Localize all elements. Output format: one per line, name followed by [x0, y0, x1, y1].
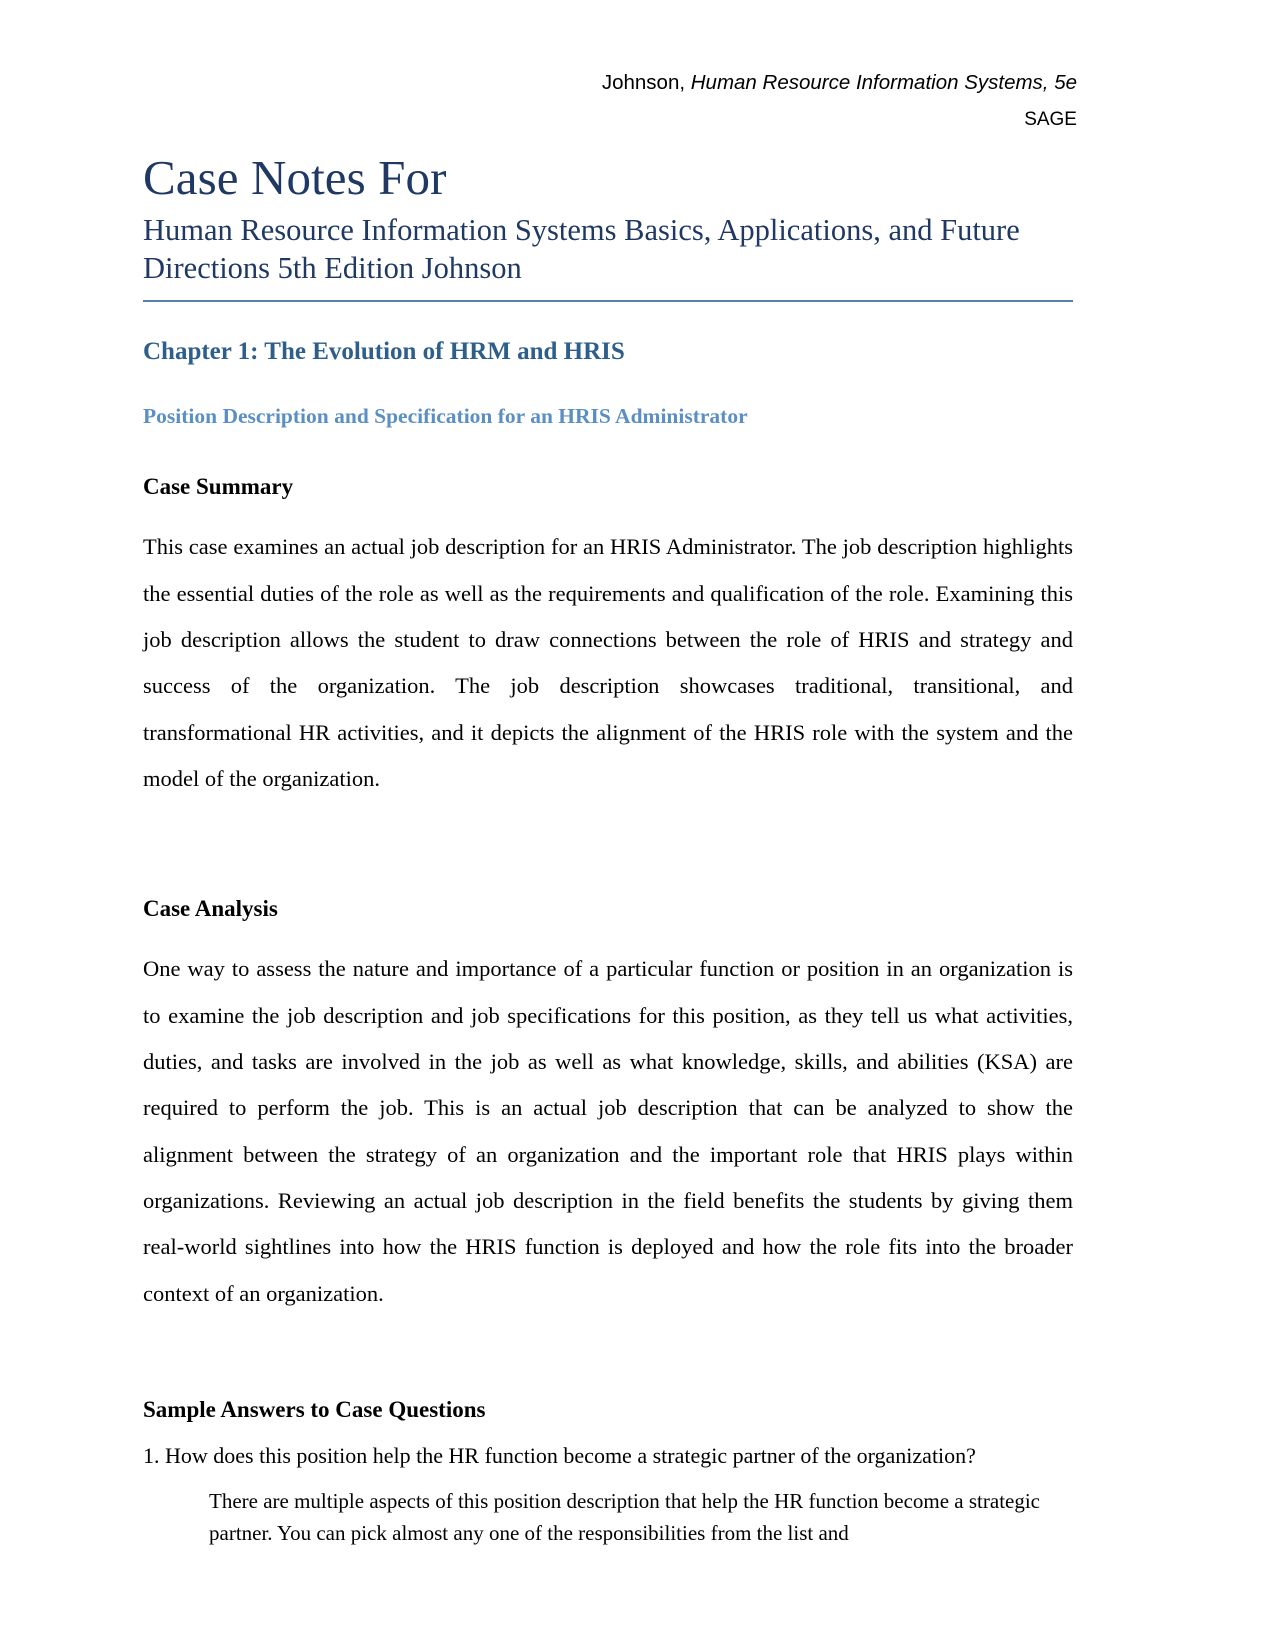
running-header — [143, 68, 1077, 133]
case-analysis-heading: Case Analysis — [143, 896, 278, 922]
case-question-1: 1. How does this position help the HR function become a strategic partner of the organization? — [143, 1442, 976, 1468]
title-block — [143, 152, 1073, 302]
case-answer-1: There are multiple aspects of this position description that help the HR function become a strategic partner. You can pick almost any one of the responsibilities from the list and — [209, 1488, 1041, 1545]
running-header-citation — [143, 68, 1077, 98]
case-analysis-paragraph: One way to assess the nature and importance of a particular function or position in an organization is to examine the job description and job specifications for this position, as they tell us what activities, duties, and tasks are involved in the job as well as what knowledge, skills, and abilities (KSA) are required to perform the job. This is an actual job description that can be analyzed to show the alignment between the strategy of an organization and the important role that HRIS plays within organizations. Reviewing an actual job description in the field benefits the students by giving them real-world sightlines into how the HRIS function is deployed and how the role fits into the broader context of an organization. — [143, 956, 1073, 1306]
running-header-publisher: SAGE — [1024, 108, 1077, 130]
chapter-heading: Chapter 1: The Evolution of HRM and HRIS — [143, 338, 625, 365]
case-summary-paragraph: This case examines an actual job description for an HRIS Administrator. The job description highlights the essential duties of the role as well as the requirements and qualification of the role. Examining this job description allows the student to draw connections between the role of HRIS and strategy and success of the organization. The job description showcases traditional, transitional, and transformational HR activities, and it depicts the alignment of the HRIS role with the system and the model of the organization. — [143, 534, 1073, 792]
sample-answers-heading: Sample Answers to Case Questions — [143, 1397, 486, 1423]
running-header-book-title: Human Resource Information Systems, 5e — [690, 71, 1077, 94]
document-body — [143, 336, 1073, 1550]
case-summary-heading: Case Summary — [143, 474, 294, 500]
title-divider — [143, 300, 1073, 302]
page-subtitle: Human Resource Information Systems Basics, Applications, and Future Directions 5th Edition Johnson — [143, 212, 1020, 286]
case-subheading: Position Description and Specification for an HRIS Administrator — [143, 403, 748, 428]
page-title: Case Notes For — [143, 150, 447, 205]
running-header-author: Johnson, — [601, 71, 691, 94]
